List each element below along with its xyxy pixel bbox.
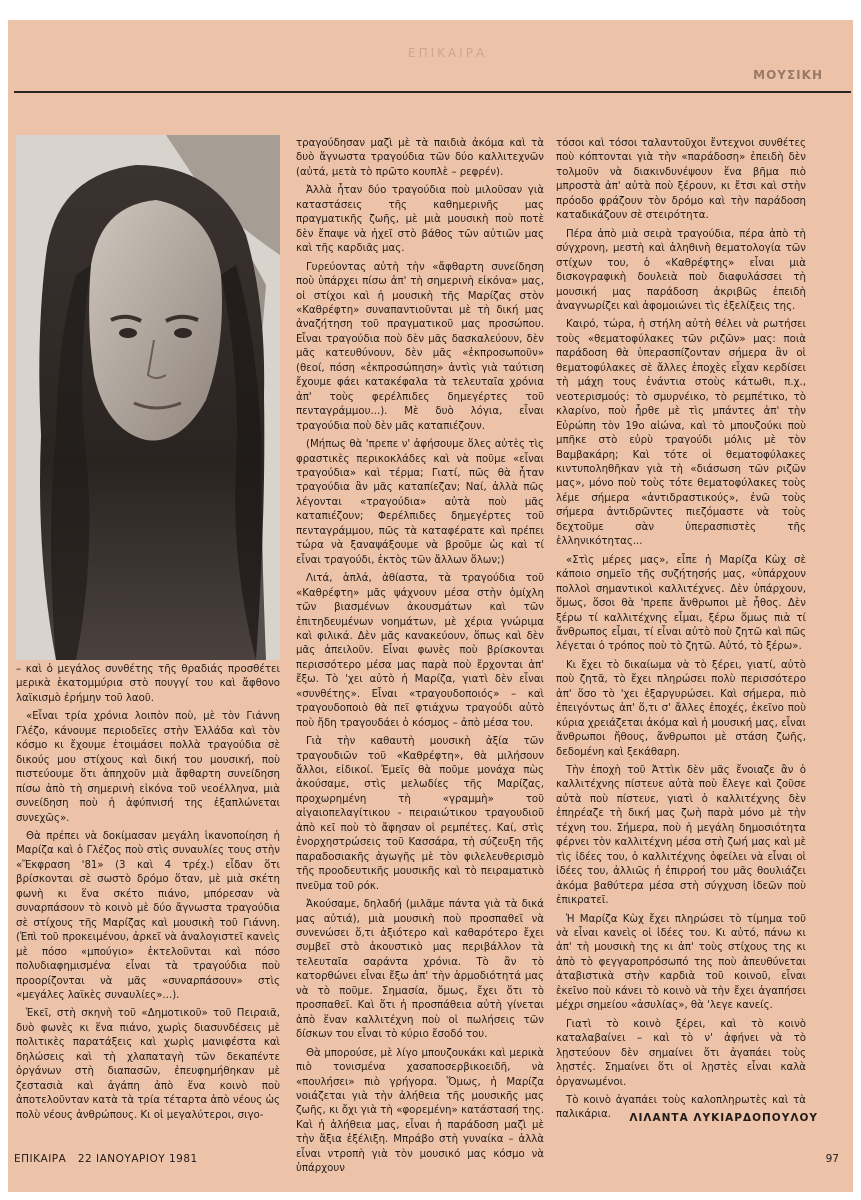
paragraph: Ἐκεῖ, στὴ σκηνὴ τοῦ «Δημοτικοῦ» τοῦ Πειραιᾶ, δυὸ φωνὲς κι ἕνα πιάνο, χωρὶς διασυνδέσεις μὲ πολιτικὲς παρατάξεις καὶ χωρὶς μανιφέστα καὶ δηλώσεις καὶ τὴ χλαπαταγὴ τῶν δεκαπέντε ὀργάνων στὴ διαπασῶν, ἐπευφημήθηκαν μὲ ζεστασιὰ καὶ ἀγάπη ἀπὸ ἕνα κοινὸ ποὺ ἀποτελοῦνταν κατὰ τὰ τρία τέταρτα ἀπὸ νέους ὡς πολὺ νέους ἀνθρώπους. Κι οἱ μεγαλύτεροι, σιγο- (16, 1008, 280, 1121)
paragraph: (Μήπως θὰ 'πρεπε ν' ἀφήσουμε ὅλες αὐτὲς τὶς φραστικὲς περικοκλάδες καὶ νὰ ποῦμε «εἶναι τραγούδια» καὶ τέρμα; Γιατί, πῶς θὰ ἦταν τραγούδια ἂν μᾶς καταπίεζαν; Ναί, ἀλλὰ πῶς λέγονται «τραγούδια» αὐτὰ ποὺ μᾶς καταπιέζουν; Φερέλπιδες δημεγέρτες τοῦ πενταγράμμου, πῶς τὰ καταφέρατε καὶ πρέπει τώρα νὰ ξαναψάξουμε νὰ βροῦμε ὡς καὶ τί εἶναι τραγούδι, ἐκτὸς τῶν ἄλλων ὅλων;) (296, 439, 544, 566)
column-3 (556, 137, 806, 1127)
section-tag: ΜΟΥΣΙΚΗ (753, 68, 823, 82)
paragraph: Κι ἔχει τὸ δικαίωμα νὰ τὸ ξέρει, γιατί, αὐτὸ ποὺ ζητᾶ, τὸ ἔχει πληρώσει πολὺ περισσότερο ἀπ' ὅσο τὸ 'χει ἐξαργυρώσει. Καὶ σήμερα, πιὸ ἐπειγόντως ἀπ' ὅ,τι σ' ἄλλες ἐποχές, ἐκεῖνο ποὺ κύρια χρειάζεται ἀκόμα καὶ ἡ μουσική μας, εἶναι ἄνθρωποι ἤθους, ἄνθρωποι μὲ στάση ζωῆς, δεδομένη καὶ ξεκάθαρη. (556, 659, 806, 758)
footer-publication-date: ΕΠΙΚΑΙΡΑ 22 ΙΑΝΟΥΑΡΙΟΥ 1981 (14, 1153, 198, 1165)
column-2 (296, 137, 544, 1181)
header-rule (14, 91, 851, 93)
paragraph: Ἀκούσαμε, δηλαδή (μιλᾶμε πάντα γιὰ τὰ δικά μας αὐτιά), μιὰ μουσικὴ ποὺ προσπαθεῖ νὰ συνενώσει ὅ,τι ἀξιότερο καὶ καθαρότερο ἔχει συμβεῖ στὸ ἀκουστικὸ μας περιβάλλον τὰ τελευταῖα σαράντα χρόνια. Τὸ ἂν τὸ κατορθώνει εἶναι ἔξω ἀπ' τὴν ἁρμοδιότητά μας νὰ τὸ ποῦμε. Σημασία, ὅμως, ἔχει ὅτι τὸ προσπαθεῖ. Καὶ ὅτι ἡ προσπάθεια αὐτὴ γίνεται ἀπὸ ἕναν καλλιτέχνη ποὺ οἱ πωλήσεις τῶν δίσκων του εἶναι τὸ κύριο ἔσοδό του. (296, 899, 544, 1041)
paragraph: Γυρεύοντας αὐτὴ τὴν «ἄφθαρτη συνείδηση ποὺ ὑπάρχει πίσω ἀπ' τὴ σημερινὴ εἰκόνα» μας, οἱ στίχοι καὶ ἡ μουσικὴ τῆς Μαρίζας στὸν «Καθρέφτη» συναπαντιοῦνται μὲ τὴ δική μας ἀναζήτηση τοῦ πραγματικοῦ μας προσώπου. Εἶναι τραγούδια ποὺ δὲν μᾶς δασκαλεύουν, δὲν μᾶς κατευθύνουν, δὲν μᾶς «ἐκπροσωποῦν» (θεοί, πόση «ἐκπροσώπηση» ἀντὶς γιὰ ταύτιση ἔχουμε φάει κατακέφαλα τὰ τελευταῖα χρόνια ἀπ' τοὺς φερέλπιδες δημεγέρτες τοῦ πενταγράμμου...). Μὲ δυὸ λόγια, εἶναι τραγούδια ποὺ δὲν μᾶς καταπιέζουν. (296, 261, 544, 432)
magazine-page (8, 20, 853, 1192)
paragraph: Τὴν ἐποχὴ τοῦ Ἀττὶκ δὲν μᾶς ἔνοιαζε ἂν ὁ καλλιτέχνης πίστευε αὐτὰ ποὺ ἔλεγε καὶ ζοῦσε αὐτὰ ποὺ πίστευε, γιατὶ ὁ καλλιτέχνης δὲν ἐπηρέαζε τὴ δική μας ζωὴ παρὰ μόνο μὲ τὴν τέχνη του. Σήμερα, ποὺ ἡ μεγάλη δημοσιότητα φέρνει τὸν καλλιτέχνη μέσα στὴ ζωή μας καὶ μὲ τὶς ἰδέες του, ὁ καλλιτέχνης ὀφείλει νὰ εἶναι οἱ ἰδέες του, ἀλλιῶς ἡ ἐπιρροή του μᾶς θουλιάζει ἀκόμα βαθύτερα μέσα στὴ σύγχυση ἰδεῶν ποὺ ἐπικρατεῖ. (556, 765, 806, 907)
paragraph: Ἡ Μαρίζα Κὼχ ἔχει πληρώσει τὸ τίμημα τοῦ νὰ εἶναι κανεὶς οἱ ἰδέες του. Κι αὐτό, πάνω κι ἀπ' τὴ μουσικὴ της κι ἀπ' τοὺς στίχους της κι ἀπὸ τὸ φεγγαροπρόσωπό της ποὺ ἀπευθύνεται ἀταβιστικὰ στὴν καρδιὰ τοῦ κοινοῦ, εἶναι ἐκεῖνο ποὺ κάνει τὸ κοινὸ νὰ τὴν ἔχει ἀγαπήσει μέχρι σημείου «ἀσυλίας», θὰ 'λεγε κανείς. (556, 913, 806, 1012)
paragraph: «Στὶς μέρες μας», εἶπε ἡ Μαρίζα Κὼχ σὲ κάποιο σημεῖο τῆς συζήτησής μας, «ὑπάρχουν πολλοὶ σημαντικοὶ καλλιτέχνες. Δὲν ὑπάρχουν, ὅμως, ὅσοι θὰ 'πρεπε ἄνθρωποι μὲ ἦθος. Δὲν ξέρω τί καλλιτέχνης εἶμαι, ξέρω ὅμως πιὰ τί ἄνθρωπος εἶμαι, τί εἶναι αὐτὸ ποὺ ζητῶ καὶ πῶς λέγεται ὁ τρόπος ποὺ τὸ ζητῶ. Αὐτό, τὸ ξέρω». (556, 554, 806, 653)
page-footer (14, 1153, 851, 1171)
paragraph: τόσοι καὶ τόσοι ταλαντοῦχοι ἔντεχνοι συνθέτες ποὺ κόπτονται γιὰ τὴν «παράδοση» ἐπειδὴ δὲν τολμοῦν νὰ διακινδυνέψουν ἕνα βῆμα πιὸ μπροστὰ ἀπ' αὐτὰ ποὺ ξέρουν, κι ἔτσι καὶ στὴν πρόοδο φράζουν τὸν δρόμο καὶ τὴν παράδοση καταδικάζουν σὲ στειρότητα. (556, 138, 806, 222)
paragraph: Λιτά, ἁπλά, ἀθίαστα, τὰ τραγούδια τοῦ «Καθρέφτη» μᾶς ψάχνουν μέσα στὴν ὁμίχλη τῶν βιασμένων ἀκουσμάτων καὶ τῶν ἐπιτηδευμένων νοημάτων, μὲ χέρια γνώριμα καὶ φιλικά. Δὲν μᾶς κανακεύουν, ὅπως καὶ δὲν μᾶς ἀπειλοῦν. Εἶναι φωνὲς ποὺ βρίσκονται περισσότερο μέσα μας παρὰ ποὺ ἔρχονται ἀπ' ἔξω. Τὸ 'χει αὐτὸ ἡ Μαρίζα, γιατὶ δὲν εἶναι «συνθέτης». Εἶναι «τραγουδοποιός» – καὶ τραγουδοποιὸ θὰ πεῖ φτιάχνω τραγούδι αὐτὸ ποὺ ἤδη τραγουδάει ὁ κόσμος – ἀπὸ μέσα του. (296, 573, 544, 729)
paragraph: Θὰ μπορούσε, μὲ λίγο μπουζουκάκι καὶ μερικὰ πιὸ τονισμένα χασαποσερβικοειδῆ, νὰ «πουλήσει» πιὸ γρήγορα. Ὅμως, ἡ Μαρίζα νοιάζεται γιὰ τὴν ἀλήθεια τῆς μουσικῆς μας ζωῆς, κι ὄχι γιὰ τὴ «φορεμένη» κατάστασή της. Καὶ ἡ ἀλήθεια μας, εἶναι ἡ παράδοση μαζὶ μὲ τὴν ἄξια ἐξέλιξη. Μπράβο στὴ γυναίκα – ἀλλὰ εἶναι ντροπὴ γιὰ τὸν μουσικό μας κόσμο νὰ ὑπάρχουν (296, 1047, 544, 1175)
header-faint-text: ΕΠΙΚΑΙΡΑ (408, 46, 488, 60)
author-signature: ΛΙΛΑΝΤΑ ΛΥΚΙΑΡΔΟΠΟΥΛΟΥ (629, 1112, 818, 1124)
paragraph: τραγούδησαν μαζὶ μὲ τὰ παιδιὰ ἀκόμα καὶ τὰ δυὸ ἄγνωστα τραγούδια τῶν δύο καλλιτεχνῶν (αὐτά, μετὰ τὸ πρῶτο κουπλὲ – ρεφρέν). (296, 138, 544, 178)
paragraph: Καιρό, τώρα, ἡ στήλη αὐτὴ θέλει νὰ ρωτήσει τοὺς «θεματοφύλακες τῶν ριζῶν» μας: ποιὰ παράδοση θὰ ὑπερασπίζονταν σήμερα ἂν οἱ θεματοφύλακες σὲ ἄλλες ἐποχὲς εἶχαν κερδίσει τὴ μάχη τους ἐνάντια στοὺς κάτωθι, π.χ., νεοτερισμούς: τὸ σμυρνέικο, τὸ ρεμπέτικο, τὸ κλαρίνο, ποὺ ἦρθε μὲ τὶς μπάντες ἀπ' τὴν Εὐρώπη τὸν 19ο αἰώνα, καὶ τὸ μπουζούκι ποὺ μπῆκε στὸ εὐρὺ τραγούδι μόλις μὲ τὸν Βαμβακάρη; Καὶ τότε οἱ θεματοφύλακες κιντυποληθῆκαν γιὰ τὴ «διάσωση τῶν ριζῶν μας», μόνο ποὺ τοὺς τότε θεματοφύλακες τοὺς λέμε σήμερα «ἀντιδραστικούς», ἐνῶ τοὺς σήμερα ἀντιδρῶντες πιεζόμαστε νὰ τοὺς δεχτοῦμε σὰν ὑπερασπιστὲς τῆς ἑλληνικότητας... (556, 319, 806, 548)
paragraph: Γιὰ τὴν καθαυτὴ μουσικὴ ἀξία τῶν τραγουδιῶν τοῦ «Καθρέφτη», θὰ μιλήσουν ἄλλοι, εἰδικοί. Ἐμεῖς θὰ ποῦμε μονάχα πὼς ἀκούσαμε, στὶς μελωδίες τῆς Μαρίζας, προχωρημένη τὴ «γραμμὴ» τοῦ αἰγαιοπελαγίτικου - πειραιώτικου τραγουδιοῦ ἀπὸ κεῖ ποὺ τὸ ἄφησαν οἱ ρεμπέτες. Καί, στὶς ἐνορχηστρώσεις τοῦ Κασσάρα, τὴ σύζευξη τῆς παραδοσιακῆς ἀγωγῆς μὲ τὸν φιλελευθερισμὸ τῆς προοδευτικῆς μουσικῆς καὶ τὸ πειραματικὸ πνεῦμα τοῦ ρόκ. (296, 736, 544, 892)
page-number: 97 (825, 1153, 839, 1165)
paragraph: Πέρα ἀπὸ μιὰ σειρὰ τραγούδια, πέρα ἀπὸ τὴ σύγχρονη, μεστὴ καὶ ἀληθινὴ θεματολογία τῶν στίχων του, ὁ «Καθρέφτης» εἶναι μιὰ δισκογραφικὴ δουλειὰ ποὺ διαφυλάσσει τὴ μουσική μας παράδοση ἀκριβῶς ἐπειδὴ ἀναγνωρίζει καὶ ἀφομοιώνει τὶς ἐξελίξεις της. (556, 228, 806, 312)
column-1 (16, 663, 280, 1127)
paragraph: «Εἶναι τρία χρόνια λοιπὸν ποὺ, μὲ τὸν Γιάννη Γλέζο, κάνουμε περιοδεῖες στὴν Ἑλλάδα καὶ τὸν κόσμο κι ἔχουμε ἑτοιμάσει πολλὰ τραγούδια σὲ δικούς μου στίχους καὶ δική του μουσική, ποὺ πιστεύουμε ὅτι ἀπηχοῦν μιὰ ἄφθαρτη συνείδηση πίσω ἀπὸ τὴ σημερινὴ εἰκόνα τοῦ νεοέλληνα, μιὰ συνείδηση ποὺ ἡ ἀφύπνισή της ἐξαπλώνεται συνεχῶς». (16, 711, 280, 824)
paragraph: Γιατὶ τὸ κοινὸ ξέρει, καὶ τὸ κοινὸ καταλαβαίνει – καὶ τὸ ν' ἀφήνει νὰ τὸ λῃστεύουν δὲν σημαίνει ὅτι ἀγαπάει τοὺς λῃστές. Σημαίνει ὅτι οἱ λῃστὲς εἶναι καλὰ ὀργανωμένοι. (556, 1018, 806, 1088)
paragraph: Ἀλλὰ ἦταν δύο τραγούδια ποὺ μιλοῦσαν γιὰ καταστάσεις τῆς καθημερινῆς μας πραγματικῆς ζωῆς, μὲ μιὰ μουσικὴ ποὺ ποτὲ δὲν ἔπαψε νὰ ἠχεῖ στὸ βάθος τῶν αὐτιῶν μας καὶ τῆς καρδιᾶς μας. (296, 185, 544, 255)
portrait-photo (16, 135, 280, 660)
paragraph: – καὶ ὁ μεγάλος συνθέτης τῆς θραδιάς προσθέτει μερικὰ ἑκατομμύρια στὸ πουγγί του καὶ ἄφθονο λαϊκισμὸ ἐρήμην τοῦ λαοῦ. (16, 664, 280, 704)
paragraph: Θὰ πρέπει νὰ δοκίμασαν μεγάλη ἱκανοποίηση ἡ Μαρίζα καὶ ὁ Γλέζος ποὺ στὶς συναυλίες τους στὴν «Ἔκφραση '81» (3 καὶ 4 τρέχ.) εἶδαν ὅτι βρίσκονται σὲ σωστὸ δρόμο ὅταν, μὲ μιὰ σκέτη φωνὴ κι ἕνα σκέτο πιάνο, μπόρεσαν νὰ συναρπάσουν τὸ κοινὸ μὲ δύο ἄγνωστα τραγούδια σὲ στίχους τῆς Μαρίζας καὶ μουσικὴ τοῦ Γιάννη. (Ἐπὶ τοῦ προκειμένου, ἀρκεῖ νὰ ἀναλογιστεῖ κανεὶς μὲ πόσο «μπούγιο» ἐκτελοῦνται καὶ πόσο πολυδιαφημισμένα εἶναι τὰ τραγούδια ποὺ προορίζονται νὰ μᾶς «συναρπάσουν» στὶς «μεγάλες λαϊκὲς συναυλίες»...). (16, 830, 280, 1001)
portrait-illustration (16, 135, 280, 660)
paragraph: Τὸ κοινὸ ἀγαπάει τοὺς καλοπληρωτὲς καὶ τὰ παλικάρια. (556, 1095, 806, 1121)
